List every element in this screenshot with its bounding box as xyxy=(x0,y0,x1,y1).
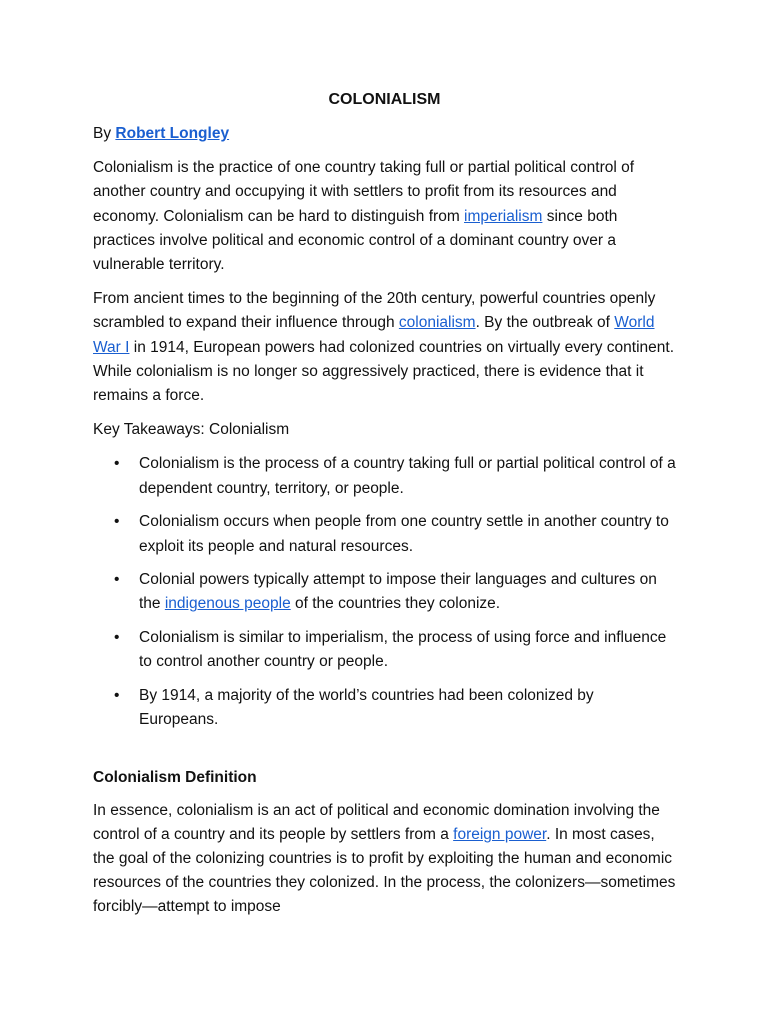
intro-paragraph xyxy=(93,156,676,277)
byline xyxy=(93,122,676,146)
key-takeaways-label: Key Takeaways: Colonialism xyxy=(93,421,290,439)
document-title: COLONIALISM xyxy=(328,91,441,108)
definition-paragraph xyxy=(93,799,676,920)
takeaway-text: Colonialism occurs when people from one country settle in another country to exploit its people and natural resources. xyxy=(139,513,669,555)
takeaway-text: Colonialism is similar to imperialism, the process of using force and influence to control another country or people. xyxy=(139,629,667,671)
history-text-3: in 1914, European powers had colonized countries on virtually every continent. While colonialism is no longer so aggressively practiced, there is evidence that it remains a force. xyxy=(93,338,675,405)
list-item xyxy=(93,510,676,558)
takeaway-text-1: Colonial powers typically attempt to impose their languages and cultures on the xyxy=(139,571,657,613)
bullet-icon: • xyxy=(114,571,120,589)
list-item xyxy=(93,452,676,500)
list-item xyxy=(93,684,676,732)
colonialism-link[interactable]: colonialism xyxy=(398,314,476,332)
key-takeaways-list xyxy=(93,452,676,732)
section-heading: Colonialism Definition xyxy=(93,769,257,787)
bullet-icon: • xyxy=(114,687,120,705)
byline-prefix: By xyxy=(93,125,116,142)
imperialism-link[interactable]: imperialism xyxy=(464,207,543,225)
takeaway-text: By 1914, a majority of the world’s countries had been colonized by Europeans. xyxy=(139,687,594,729)
foreign-power-link[interactable]: foreign power xyxy=(453,825,547,843)
intro-text-2: since both practices involve political and economic control of a dominant country over a vulnerable territory. xyxy=(93,207,618,274)
history-text-1: From ancient times to the beginning of the 20th century, powerful countries openly scrambled to expand their influence through xyxy=(93,290,656,332)
history-text-2: . By the outbreak of xyxy=(475,314,615,332)
intro-text-1: Colonialism is the practice of one country taking full or partial political control of another country and occupying it with settlers to profit from its resources and economy. Colonialism can be hard to distinguish from xyxy=(93,159,635,225)
list-item xyxy=(93,626,676,674)
list-item xyxy=(93,568,676,616)
indigenous-people-link[interactable]: indigenous people xyxy=(164,595,291,613)
takeaway-text: Colonialism is the process of a country taking full or partial political control of a dependent country, territory, or people. xyxy=(139,455,676,497)
author-link[interactable]: Robert Longley xyxy=(115,125,230,142)
takeaway-text-2: of the countries they colonize. xyxy=(290,595,501,613)
bullet-icon: • xyxy=(114,455,120,473)
world-war-i-link[interactable]: World War I xyxy=(93,314,655,356)
bullet-icon: • xyxy=(114,629,120,647)
definition-text-2: . In most cases, the goal of the colonizing countries is to profit by exploiting the human and economic resources of the countries they colonized. In the process, the colonizers—sometimes forcibly—attempt to impose xyxy=(93,825,676,916)
bullet-icon: • xyxy=(114,513,120,531)
definition-text-1: In essence, colonialism is an act of political and economic domination involving the control of a country and its people by settlers from a xyxy=(93,801,660,843)
history-paragraph xyxy=(93,287,676,408)
